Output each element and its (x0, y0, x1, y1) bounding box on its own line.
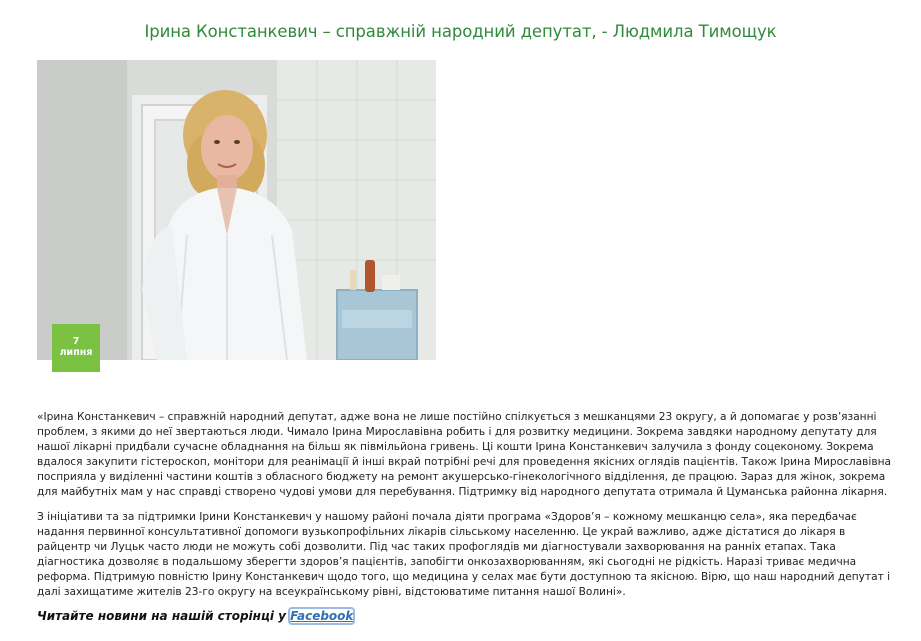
article-title: Ірина Констанкевич – справжній народний депутат, - Людмила Тимощук (144, 22, 777, 41)
facebook-link[interactable]: Facebook (290, 609, 354, 623)
date-day: 7 (72, 336, 80, 347)
article-paragraph-2: З ініціативи та за підтримки Ірини Констанкевич у нашому районі почала діяти програма «Здоров’я – кожному мешканцю села», яка передбачає надання первинної консультативної допомоги вузькопрофільних лікарів сільському населенню. Це украй важливо, адже дістатися до лікаря в райцентр чи Луцьк часто люди не можуть собі дозволити. Під час таких профоглядів ми діагностували захворювання на ранніх етапах. Така діагностика дозволяє в подальшому зберегти здоров’я пацієнтів, запобігти онкозахворюванням, які сьогодні не рідкість. Наразі триває медична реформа. Підтримую повністю Ірину Констанкевич щодо того, що медицина у селах має бути доступною та якісною. Вірю, що наш народний депутат і далі захищатиме жителів 23-го округу на всеукраїнському рівні, відстоюватиме питання нашої Волині». (37, 511, 891, 598)
article-paragraph-1: «Ірина Констанкевич – справжній народний депутат, адже вона не лише постійно спілкується з мешканцями 23 округу, а й допомагає у розв’язанні проблем, з якими до неї звертаються люди. Чимало Ірина Мирославівна робить і для розвитку медицини. Зокрема завдяки народному депутату для нашої лікарні придбали сучасне обладнання на більш як півмільйона гривень. Ці кошти Ірина Констанкевич залучила з фонду соцекономy. Зокрема вдалося закупити гістероскоп, монітори для реанімації й інші вкрай потрібні речі для проведення якісних оглядів пацієнтів. Також Ірина Мирославівна посприяла у виділенні частини коштів з обласного бюджету на ремонт акушерсько-гінекологічного відділення, де працюю. Зараз для жінок, зокрема для майбутніх мам у нас справді створено чудові умови для перебування. Підтримку від народного депутата отримала й Цуманська районна лікарня. (37, 411, 891, 498)
article-photo (37, 60, 436, 360)
facebook-follow-line (37, 609, 895, 624)
article-body (37, 410, 895, 624)
date-badge (52, 324, 100, 372)
follow-text: Читайте новини на нашій сторінці у (37, 609, 291, 623)
date-month: липня (59, 347, 93, 358)
